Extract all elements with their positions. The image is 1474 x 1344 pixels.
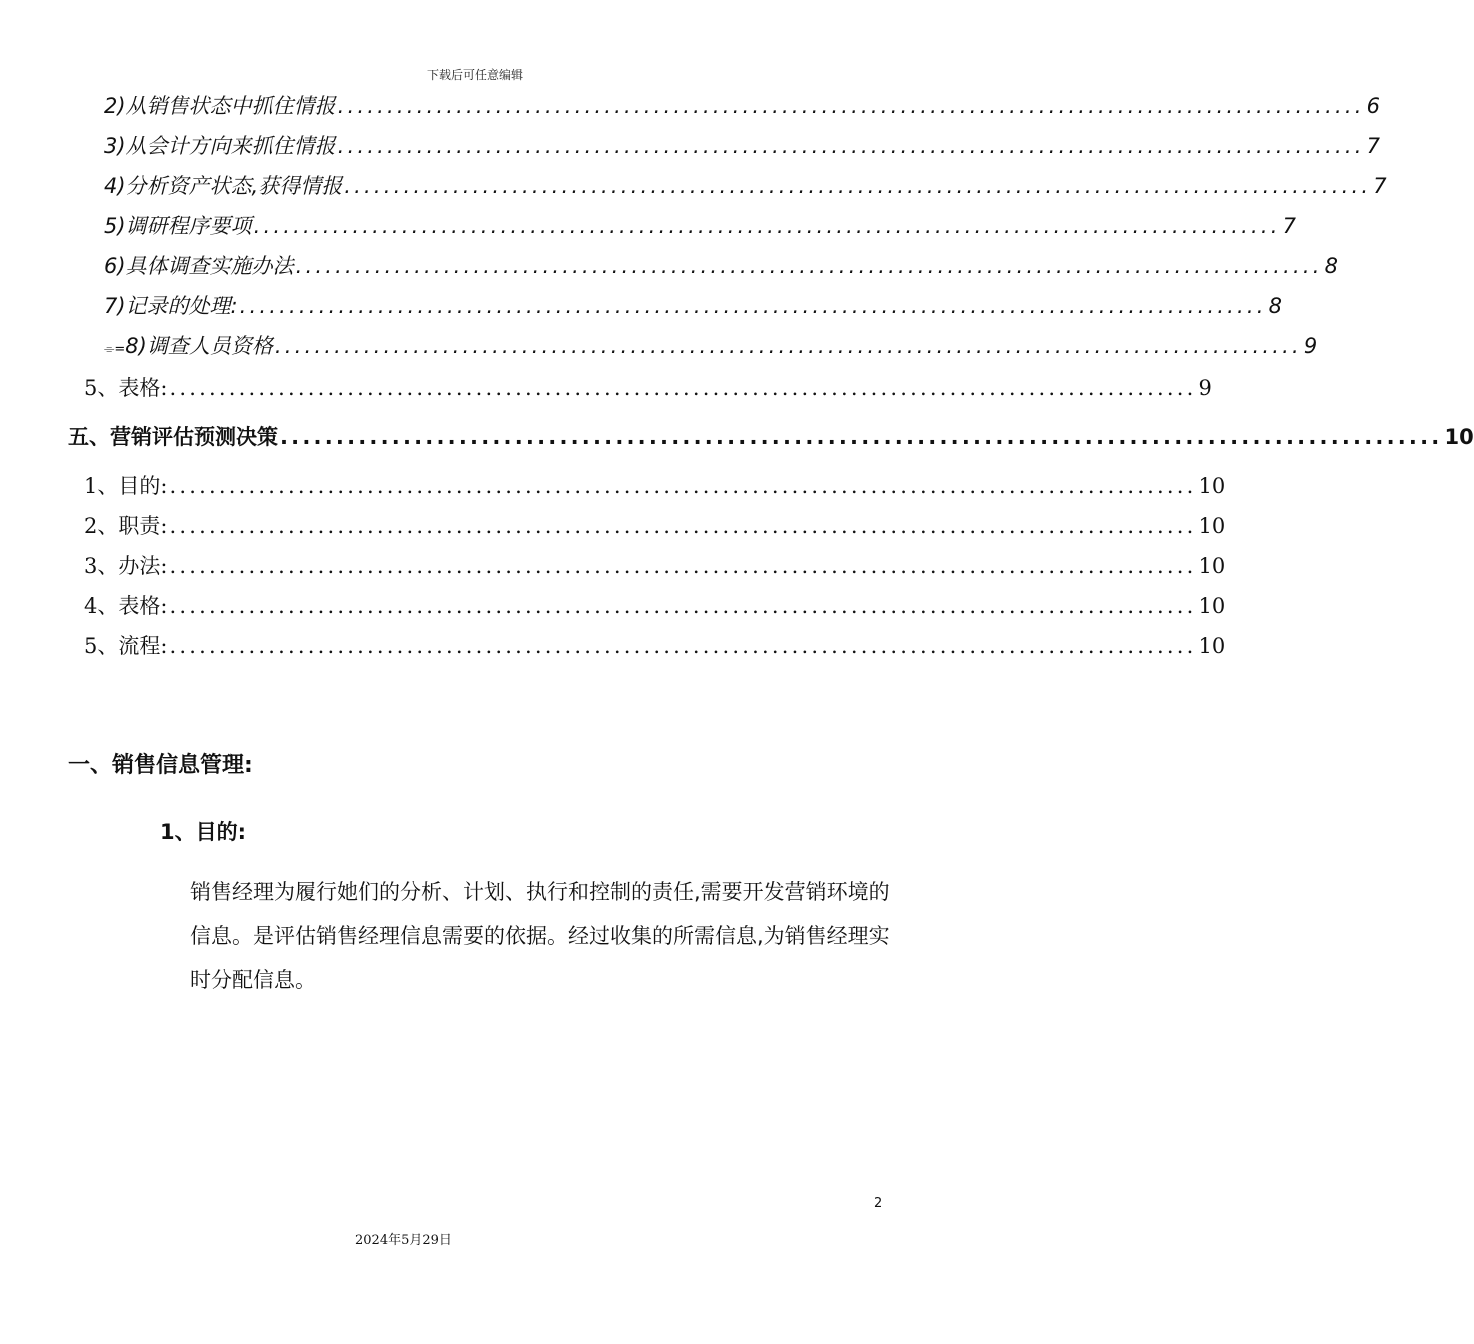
toc-entry[interactable]	[84, 372, 1212, 402]
toc-entry-label: 1、目的:	[84, 474, 168, 498]
toc-leader-dots: ........................................................................................................	[253, 214, 1281, 238]
toc-entry-label: 5)调研程序要项	[104, 214, 252, 238]
toc-entry-page: 10	[1198, 554, 1226, 578]
toc-leader-dots: ........................................................................................................	[169, 594, 1197, 618]
toc-entry[interactable]	[104, 290, 1283, 320]
toc-leader-dots: ........................................................................................................	[337, 134, 1365, 158]
toc-entry-page: 10	[1198, 514, 1226, 538]
toc-leader-dots: ........................................................................................................	[169, 634, 1197, 658]
toc-entry[interactable]	[84, 510, 1226, 540]
toc-entry-page: 10	[1198, 474, 1226, 498]
page-number: 2	[874, 1196, 883, 1211]
toc-entry[interactable]	[84, 470, 1226, 500]
toc-entry[interactable]	[104, 170, 1387, 200]
header-note: 下载后可任意编辑	[426, 68, 523, 82]
toc-entry-page: 7	[1373, 174, 1387, 198]
toc-entry-label: 五、营销评估预测决策	[68, 425, 278, 449]
toc-entry-label: 5、流程:	[84, 634, 168, 658]
toc-entry-label: 4、表格:	[84, 594, 168, 618]
toc-entry-label: 6)具体调查实施办法	[104, 254, 294, 278]
toc-entry-page: 9	[1198, 376, 1212, 400]
toc-entry-page: 7	[1366, 134, 1380, 158]
toc-entry-label: 8)调查人员资格	[125, 334, 273, 358]
toc-entry[interactable]	[104, 330, 1318, 360]
toc-entry-page: 10	[1444, 425, 1474, 449]
toc-entry[interactable]	[84, 550, 1226, 580]
toc-entry-label: 2)从销售状态中抓住情报	[104, 94, 336, 118]
section-heading: 一、销售信息管理:	[68, 753, 253, 778]
toc-entry-page: 10	[1198, 634, 1226, 658]
toc-leader-dots: ........................................................................................................	[280, 425, 1443, 449]
toc-entry-label: 3、办法:	[84, 554, 168, 578]
toc-entry-page: 8	[1268, 294, 1283, 318]
toc-entry-label: 3)从会计方向来抓住情报	[104, 134, 336, 158]
toc-leader-dots: ........................................................................................................	[169, 376, 1197, 400]
toc-entry[interactable]	[84, 590, 1226, 620]
toc-entry-page: 7	[1282, 214, 1296, 238]
body-paragraph: 销售经理为履行她们的分析、计划、执行和控制的责任,需要开发营销环境的信息。是评估销售经理信息需要的依据。经过收集的所需信息,为销售经理实时分配信息。	[190, 880, 890, 992]
toc-entry[interactable]	[84, 630, 1226, 660]
toc-entry-label: 2、职责:	[84, 514, 168, 538]
toc-leader-dots: ........................................................................................................	[169, 474, 1197, 498]
toc-entry[interactable]	[104, 210, 1296, 240]
footer-date: 2024年5月29日	[355, 1233, 452, 1248]
toc-leader-dots: ........................................................................................................	[295, 254, 1323, 278]
toc-leader-dots: ........................................................................................................	[239, 294, 1267, 318]
toc-entry-label: 4)分析资产状态,获得情报	[104, 174, 343, 198]
toc-entry-page: 10	[1198, 594, 1226, 618]
toc-entry[interactable]	[104, 130, 1380, 160]
subsection-heading: 1、目的:	[160, 820, 247, 844]
toc-entry-page: 8	[1324, 254, 1338, 278]
toc-entry[interactable]	[104, 90, 1380, 120]
toc-leader-dots: ........................................................................................................	[337, 94, 1365, 118]
toc-leader-dots: ........................................................................................................	[169, 514, 1197, 538]
toc-leader-dots: ........................................................................................................	[169, 554, 1197, 578]
toc-entry-label: 7)记录的处理:	[104, 294, 238, 318]
toc-entry[interactable]	[104, 250, 1338, 280]
toc-leader-dots: ........................................................................................................	[344, 174, 1372, 198]
toc-entry-page: 6	[1366, 94, 1380, 118]
toc-entry-page: 9	[1303, 334, 1318, 358]
toc-leader-dots: ........................................................................................................	[274, 334, 1302, 358]
toc-entry-label: 5、表格:	[84, 376, 168, 400]
toc-entry[interactable]	[68, 421, 1474, 451]
stray-mark: ⌯=	[104, 342, 126, 357]
